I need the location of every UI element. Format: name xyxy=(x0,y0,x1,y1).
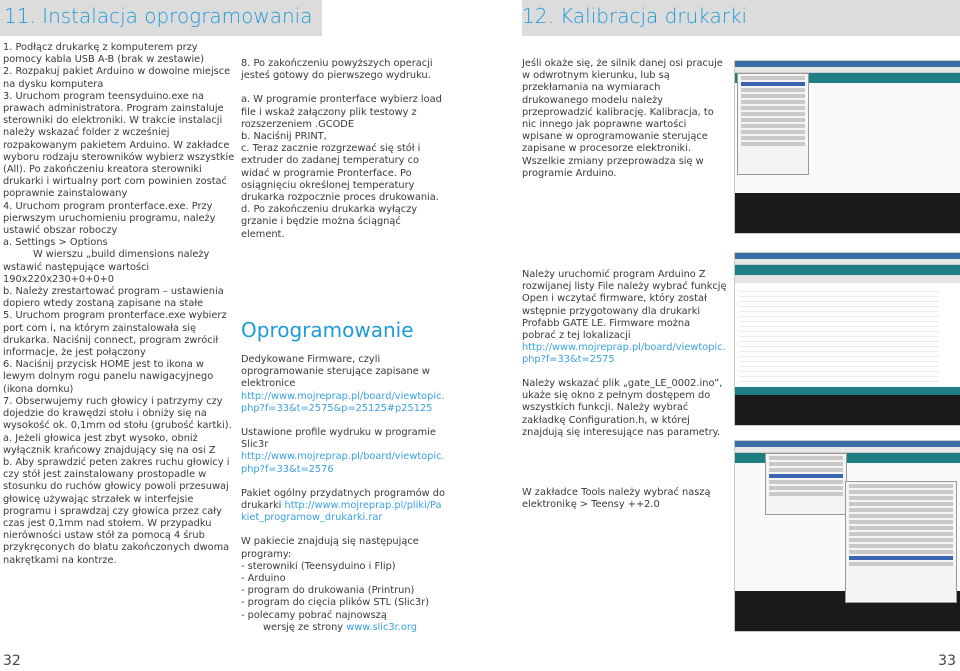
package-item-latest: - polecamy pobrać najnowszą xyxy=(241,609,387,621)
package-item-printrun: - program do drukowania (Printrun) xyxy=(241,585,415,597)
package-intro: W pakiecie znajdują się następujące programy: xyxy=(241,536,419,560)
firmware-open-section xyxy=(522,269,727,367)
page-number-right: 33 xyxy=(938,653,956,669)
tools-section xyxy=(522,487,727,511)
arduino-file-menu-screenshot xyxy=(734,60,960,234)
step-8b: b. Naciśnij PRINT, xyxy=(241,131,327,143)
firmware-download-link[interactable]: http://www.mojreprap.pl/board/viewtopic.php?f=33&t=2575 xyxy=(522,342,726,366)
config-section xyxy=(522,378,727,439)
step-7b: b. Aby sprawdzić peten zakres ruchu głowicy i czy stół jest zainstalowany prostopadle w stosunku do ruchów głowicy powoli przesuwaj głowicę używając strzałek w interfejsie programu i sprawdzaj czy głowica przez cały czas jest 0,1mm nad stołem. W przypadku nierówności ustaw stół za pomocą 4 śrub przykręconych do blatu zakończonych dwoma nakrętkami na kontrze. xyxy=(3,456,230,566)
calibration-paragraph: Jeśli okaże się, że silnik danej osi pracuje w odwrotnym kierunku, lub są przekłamania na wymiarach drukowanego modelu należy przeprowadzić kalibrację. Kalibracja, to nic innego jak poprawne wartości wpisane w oprogramowanie sterujące zapisane w procesorze elektroniki. Wszelkie zmiany przeprowadza się w programie Arduino. xyxy=(522,58,723,179)
step-1: 1. Podłącz drukarkę z komputerem przy pomocy kabla USB A-B (brak w zestawie) xyxy=(3,42,205,66)
tools-paragraph: W zakładce Tools należy wybrać naszą elektronikę > Teensy ++2.0 xyxy=(522,487,711,511)
package-item-drivers: - sterowniki (Teensyduino i Flip) xyxy=(241,560,396,572)
arduino-editor-screenshot xyxy=(734,252,960,426)
step-7a: a. Jeżeli głowica jest zbyt wysoko, obniż wyłącznik krańcowy znajdujący się na osi Z xyxy=(3,432,216,456)
step-4a: a. Settings > Options xyxy=(3,237,108,249)
section-title-calibration: 12. Kalibracja drukarki xyxy=(522,4,748,28)
step-4a-detail: W wierszu „build dimensions należy wstawić następujące wartości 190x220x230+0+0+0 xyxy=(3,249,210,285)
package-text: Pakiet ogólny przydatnych programów do drukarki http://www.mojreprap.pl/pliki/Pakiet_programow_drukarki.rar xyxy=(241,487,446,524)
installation-steps xyxy=(3,42,235,567)
page-number-left: 32 xyxy=(3,653,21,669)
step-8c: c. Teraz zacznie rozgrzewać się stół i extruder do zadanej temperatury co widać w programie Pronterface. Po osiągnięciu określonej temperatury drukarka rozpocznie proces drukowania. xyxy=(241,143,439,204)
step-3: 3. Uruchom program teensyduino.exe na prawach administratora. Program zainstaluje sterowniki do elektroniki. W trakcie instalacji należy wskazać folder z wcześniej rozpakowanym pakietem Arduino. W zakładce wyboru rodzaju sterowników wybierz wszystkie (All). Po zakończeniu kreatora sterowniki drukarki i wirtualny port com powinien zostać poprawnie zainstalowany xyxy=(3,90,235,200)
step-2: 2. Rozpakuj pakiet Arduino w dowolne miejsce na dysku komputera xyxy=(3,66,231,90)
step-4: 4. Uruchom program pronterface.exe. Przy pierwszym uruchomieniu programu, należy ustawić obszar roboczy xyxy=(3,200,216,237)
step-8a: a. W programie pronterface wybierz load file i wskaż załączony plik testowy z rozszerzeniem .GCODE xyxy=(241,94,442,130)
step-8d: d. Po zakończeniu drukarka wyłączy grzanie i będzie można ściągnąć element. xyxy=(241,204,418,240)
arduino-tools-menu-screenshot xyxy=(734,440,960,632)
printing-steps xyxy=(241,58,446,241)
step-8: 8. Po zakończeniu powyższych operacji jesteś gotowy do pierwszego wydruku. xyxy=(241,58,433,82)
config-paragraph: Należy wskazać plik „gate_LE_0002.ino”, ukaże się okno z pełnym dostępem do wszystkich funkcji. Należy wybrać zakładkę Configuration.h, w której znajdują się interesujące nas parametry. xyxy=(522,378,723,438)
software-heading: Oprogramowanie xyxy=(241,318,414,342)
package-item-slic3r: - program do cięcia plików STL (Slic3r) xyxy=(241,597,430,609)
slicer-profiles-text: Ustawione profile wydruku w programie Slic3r xyxy=(241,427,436,451)
firmware-link[interactable]: http://www.mojreprap.pl/board/viewtopic.php?f=33&t=2575&p=25125#p25125 xyxy=(241,390,445,414)
firmware-text: Dedykowane Firmware, czyli oprogramowanie sterujące zapisane w elektronice xyxy=(241,354,430,390)
step-5: 5. Uruchom program pronterface.exe wybierz port com i, na którym zainstalowała się drukarka. Naciśnij connect, program zwrócił informacje, że jest połączony xyxy=(3,310,227,359)
slicer-profiles-link[interactable]: http://www.mojreprap.pl/board/viewtopic.php?f=33&t=2576 xyxy=(241,451,445,475)
slic3r-link[interactable]: www.slic3r.org xyxy=(346,621,417,633)
slic3r-version-line: wersję ze strony www.slic3r.org xyxy=(263,621,417,633)
step-7: 7. Obserwujemy ruch głowicy i patrzymy czy dojedzie do krawędzi stołu i obniży się na wysokość ok. 0,1mm od stołu (grubość kartki). xyxy=(3,395,232,432)
step-6: 6. Naciśnij przycisk HOME jest to ikona w lewym dolnym rogu panelu nawigacyjnego (ikona domku) xyxy=(3,359,214,395)
package-item-arduino: - Arduino xyxy=(241,573,286,585)
open-firmware-paragraph: Należy uruchomić program Arduino Z rozwijanej listy File należy wybrać funkcję Open i wczytać firmware, który został wstępnie przygotowany dla drukarki Profabb GATE LE. Firmware można pobrać z tej lokalizacji xyxy=(522,269,727,342)
package-link[interactable]: http://www.mojreprap.pl/pliki/Pakiet_programow_drukarki.rar xyxy=(241,500,442,524)
step-4b: b. Należy zrestartować program – ustawienia dopiero wtedy zostaną zapisane na stałe xyxy=(3,286,224,310)
section-title-installation: 11. Instalacja oprogramowania xyxy=(4,4,313,28)
calibration-intro xyxy=(522,58,727,180)
software-section xyxy=(241,354,446,634)
